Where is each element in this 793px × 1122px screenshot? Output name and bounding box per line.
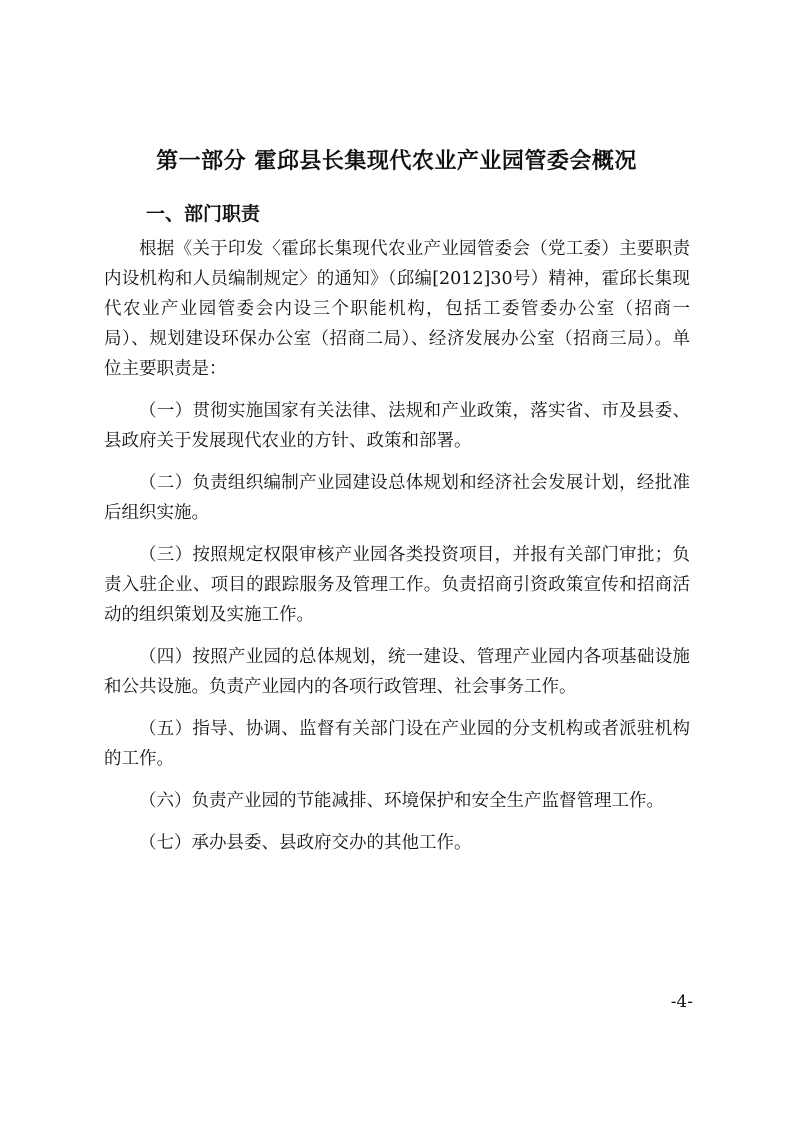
- duty-item-2: （二）负责组织编制产业园建设总体规划和经济社会发展计划，经批准后组织实施。: [104, 473, 690, 523]
- section-heading: 一、部门职责: [146, 203, 261, 225]
- part-title: 第一部分 霍邱县长集现代农业产业园管委会概况: [156, 149, 637, 174]
- page-number: -4-: [670, 992, 693, 1012]
- duty-item-7: （七）承办县委、县政府交办的其他工作。: [139, 833, 472, 853]
- duty-item-5: （五）指导、协调、监督有关部门设在产业园的分支机构或者派驻机构的工作。: [104, 719, 690, 769]
- intro-paragraph: 根据《关于印发〈霍邱长集现代农业产业园管委会（党工委）主要职责内设机构和人员编制规定〉的通知》（邱编[2012]30号）精神，霍邱长集现代农业产业园管委会内设三个职能机构，包括工委管委办公室（招商一局）、规划建设环保办公室（招商二局）、经济发展办公室（招商三局）。单位主要职责是：: [104, 239, 690, 379]
- duty-item-4: （四）按照产业园的总体规划，统一建设、管理产业园内各项基础设施和公共设施。负责产业园内的各项行政管理、社会事务工作。: [104, 647, 690, 697]
- duty-item-1: （一）贯彻实施国家有关法律、法规和产业政策，落实省、市及县委、县政府关于发展现代农业的方针、政策和部署。: [104, 401, 690, 451]
- duty-item-6: （六）负责产业园的节能减排、环境保护和安全生产监督管理工作。: [139, 791, 664, 811]
- body-text: [104, 234, 690, 870]
- duty-item-3: （三）按照规定权限审核产业园各类投资项目，并报有关部门审批；负责入驻企业、项目的跟踪服务及管理工作。负责招商引资政策宣传和招商活动的组织策划及实施工作。: [104, 545, 690, 625]
